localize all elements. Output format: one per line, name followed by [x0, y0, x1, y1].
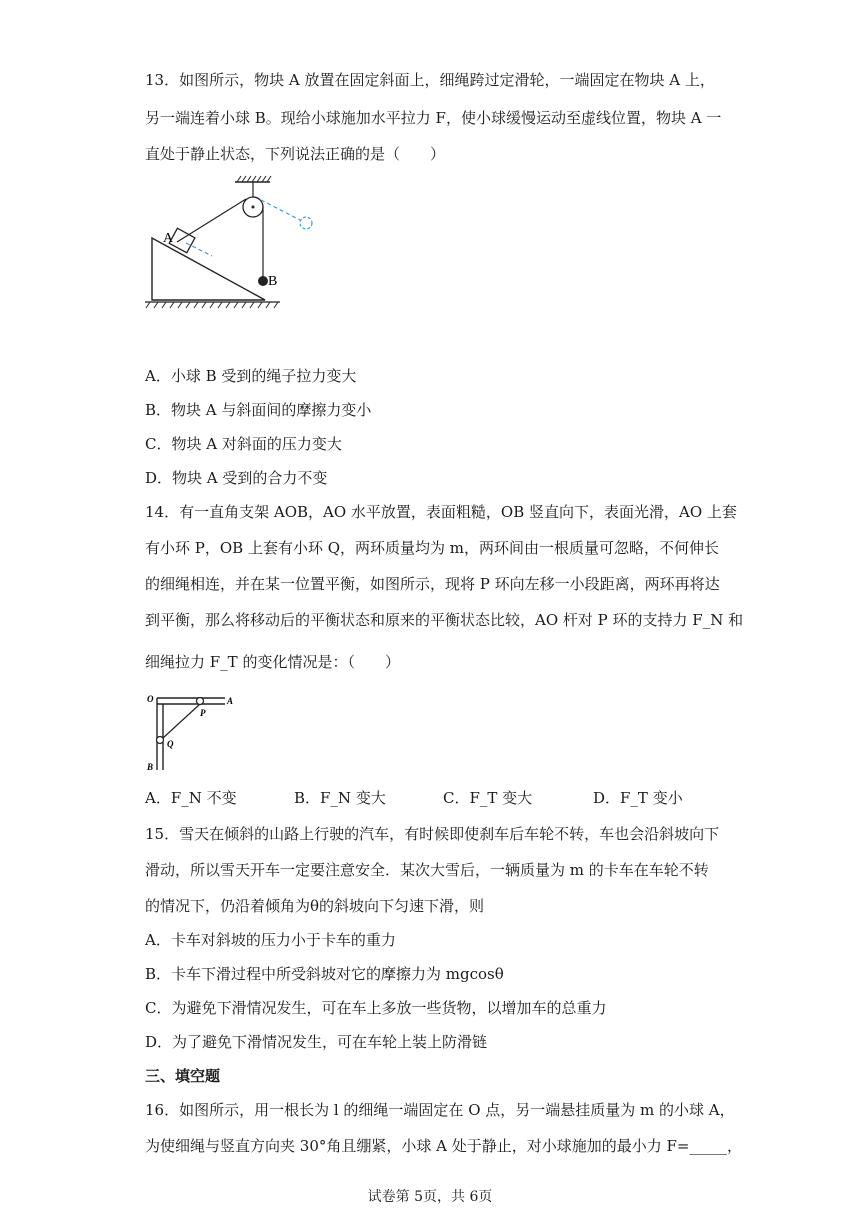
q14-label-q: Q	[167, 739, 174, 749]
q14-label-o: O	[147, 694, 154, 704]
q14-option-d: D．F_T 变小	[593, 789, 683, 807]
q14-line-2: 有小环 P，OB 上套有小环 Q，两环质量均为 m，两环间由一根质量可忽略，不何伸长	[145, 539, 720, 557]
q14-line-1: 14．有一直角支架 AOB，AO 水平放置，表面粗糙，OB 竖直向下，表面光滑，AO 上套	[145, 503, 737, 521]
q13-line-1: 13．如图所示，物块 A 放置在固定斜面上，细绳跨过定滑轮，一端固定在物块 A 上，	[145, 71, 715, 89]
q14-option-b: B．F_N 变大	[294, 789, 386, 807]
q15-option-a: A．卡车对斜坡的压力小于卡车的重力	[145, 931, 396, 949]
q13-label-a: A	[163, 231, 174, 246]
q14-line-3: 的细绳相连，并在某一位置平衡，如图所示，现将 P 环向左移一小段距离，两环再将达	[145, 575, 720, 593]
page-footer: 试卷第 5页，共 6页	[367, 1189, 493, 1205]
q14-label-p: P	[200, 708, 206, 718]
q15-line-3: 的情况下，仍沿着倾角为θ的斜坡向下匀速下滑，则	[145, 897, 485, 915]
q15-option-c: C．为避免下滑情况发生，可在车上多放一些货物，以增加车的总重力	[145, 999, 607, 1017]
q16-line-1: 16．如图所示，用一根长为 l 的细绳一端固定在 O 点，另一端悬挂质量为 m 的小球 A，	[145, 1101, 735, 1119]
q14-line-5: 细绳拉力 F_T 的变化情况是：（ ）	[145, 653, 400, 671]
q15-option-b: B．卡车下滑过程中所受斜坡对它的摩擦力为 mgcosθ	[145, 965, 504, 983]
q15-line-1: 15．雪天在倾斜的山路上行驶的汽车，有时候即使刹车后车轮不转，车也会沿斜坡向下	[145, 825, 720, 843]
q13-figure	[140, 170, 330, 315]
q13-option-c: C．物块 A 对斜面的压力变大	[145, 435, 342, 453]
q14-option-c: C．F_T 变大	[443, 789, 533, 807]
q14-label-b: B	[147, 762, 154, 772]
q13-option-d: D．物块 A 受到的合力不变	[145, 469, 328, 487]
q13-option-b: B．物块 A 与斜面间的摩擦力变小	[145, 401, 372, 419]
q15-line-2: 滑动，所以雪天开车一定要注意安全．某次大雪后，一辆质量为 m 的卡车在车轮不转	[145, 861, 709, 879]
section-heading: 三、填空题	[145, 1067, 221, 1085]
q16-line-2: 为使细绳与竖直方向夹 30°角且绷紧，小球 A 处于静止，对小球施加的最小力 F=_____，	[145, 1137, 742, 1155]
q15-option-d: D．为了避免下滑情况发生，可在车轮上装上防滑链	[145, 1033, 488, 1051]
q13-line-2: 另一端连着小球 B。现给小球施加水平拉力 F，使小球缓慢运动至虚线位置，物块 A 一	[145, 109, 722, 127]
q13-option-a: A．小球 B 受到的绳子拉力变大	[145, 367, 357, 385]
q14-option-a: A．F_N 不变	[145, 789, 237, 807]
q14-label-a: A	[227, 696, 234, 706]
q13-label-b: B	[268, 274, 278, 289]
q14-line-4: 到平衡，那么将移动后的平衡状态和原来的平衡状态比较，AO 杆对 P 环的支持力 F_N 和	[145, 611, 744, 629]
q14-figure	[145, 690, 235, 775]
q13-line-3: 直处于静止状态，下列说法正确的是（ ）	[145, 145, 446, 163]
